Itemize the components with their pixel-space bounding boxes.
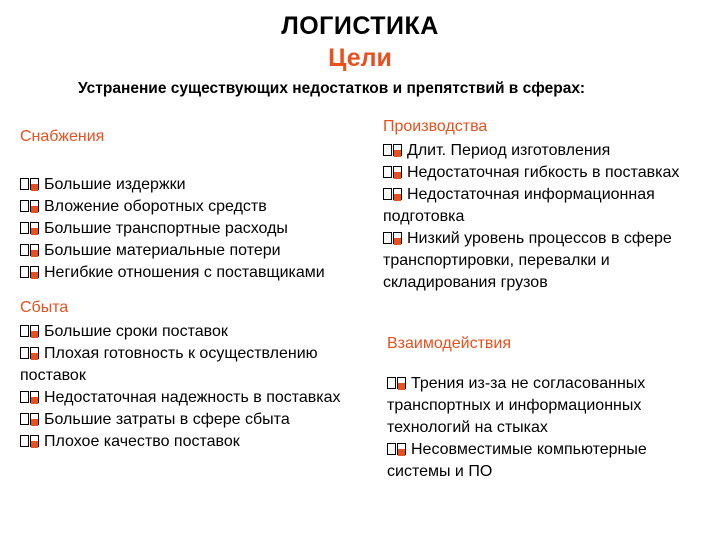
list-item: Трения из-за не согласованных транспортных и информационных технологий на стыках [387, 375, 646, 436]
square-bullet-icon [387, 377, 409, 391]
square-bullet-icon [383, 166, 405, 180]
square-bullet-icon [20, 244, 42, 258]
square-bullet-icon [20, 178, 42, 192]
list-item: Плохая готовность к осуществлению поставок [20, 345, 318, 384]
page-subtitle: Цели [328, 44, 392, 72]
list-item: Вложение оборотных средств [20, 196, 375, 218]
list-item: Большие сроки поставок [20, 321, 375, 343]
list-item: Большие материальные потери [20, 240, 375, 262]
list-item: Большие издержки [20, 174, 375, 196]
square-bullet-icon [20, 391, 42, 405]
list-item: Низкий уровень процессов в сфере транспортировки, перевалки и складирования грузов [383, 230, 672, 291]
list-item: Плохое качество поставок [20, 431, 375, 453]
square-bullet-icon [383, 144, 405, 158]
square-bullet-icon [383, 232, 405, 246]
list-item: Длит. Период изготовления [383, 140, 708, 162]
square-bullet-icon [387, 443, 409, 457]
list-item: Недостаточная надежность в поставках [20, 387, 375, 409]
list-item: Несовместимые компьютерные системы и ПО [387, 441, 647, 480]
square-bullet-icon [20, 266, 42, 280]
page-title: ЛОГИСТИКА [281, 12, 439, 40]
list-item: Большие транспортные расходы [20, 218, 375, 240]
interaction-section [387, 333, 712, 483]
list-item: Большие затраты в сфере сбыта [20, 409, 375, 431]
list-item: Негибкие отношения с поставщиками [20, 262, 375, 284]
supply-section [20, 126, 375, 284]
production-heading: Производства [383, 118, 488, 135]
production-section [383, 116, 708, 294]
lead-text: Устранение существующих недостатков и препятствий в сферах: [78, 80, 586, 97]
sales-heading: Сбыта [20, 299, 69, 316]
square-bullet-icon [20, 325, 42, 339]
list-item: Недостаточная гибкость в поставках [383, 162, 708, 184]
square-bullet-icon [383, 188, 405, 202]
sales-section [20, 297, 375, 453]
square-bullet-icon [20, 222, 42, 236]
list-item: Недостаточная информационная подготовка [383, 186, 655, 225]
square-bullet-icon [20, 200, 42, 214]
interaction-heading: Взаимодействия [387, 335, 511, 352]
square-bullet-icon [20, 413, 42, 427]
supply-heading: Снабжения [20, 128, 105, 145]
square-bullet-icon [20, 347, 42, 361]
square-bullet-icon [20, 435, 42, 449]
